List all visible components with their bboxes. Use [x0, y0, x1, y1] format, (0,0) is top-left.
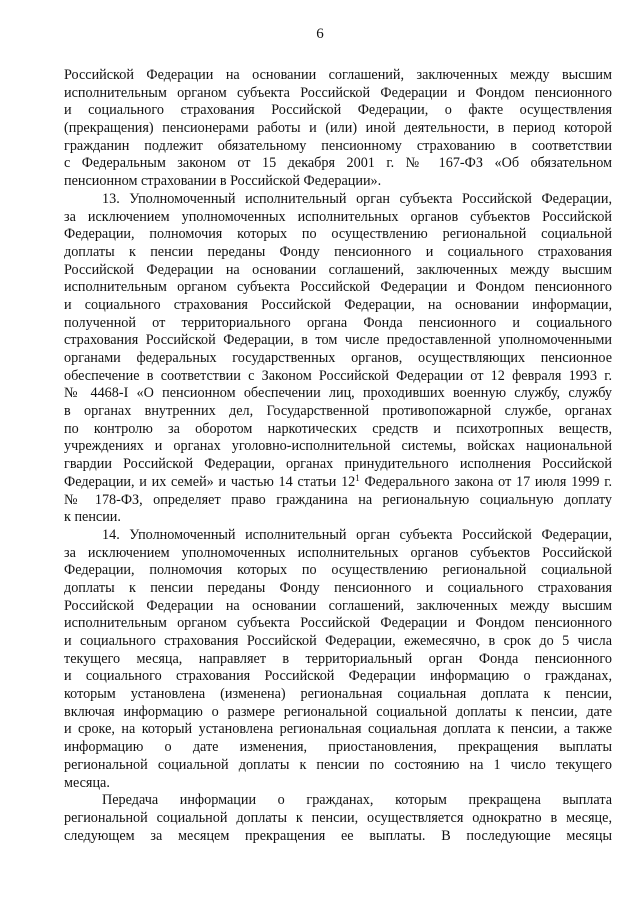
line-text: обеспечение в соответствии с Законом Российской Федерации от 12 февраля 1993 г.: [64, 367, 612, 384]
line-text: и социального страхования Российской Федерации, на основании информации,: [64, 296, 612, 313]
line-text: исполнительным органом субъекта Российской Федерации и Фондом пенсионного: [64, 84, 612, 101]
line-text: с Федеральным законом от 15 декабря 2001 г. № 167-ФЗ «Об обязательном: [64, 155, 612, 172]
text-line: [64, 492, 612, 510]
paragraph-13: [64, 191, 612, 527]
line-text: полученной от территориального органа Фонда пенсионного и социального: [64, 314, 612, 331]
line-text: пенсионном страховании в Российской Федерации».: [64, 173, 382, 190]
text-line: [64, 155, 612, 173]
text-line: [64, 704, 612, 722]
text-line: [64, 580, 612, 598]
text-line: [64, 315, 612, 333]
text-line: [64, 332, 612, 350]
text-line: [64, 757, 612, 775]
line-text: в органах внутренних дел, Государственной противопожарной службе, органах: [64, 403, 612, 420]
text-line: [64, 456, 612, 474]
text-line: [64, 438, 612, 456]
text-line: [64, 226, 612, 244]
line-text: гражданин подлежит обязательному пенсионному страхованию в соответствии: [64, 137, 612, 154]
line-text: Передача информации о гражданах, которым прекращена выплата: [102, 792, 612, 809]
line-text: Российской Федерации на основании соглашений, заключенных между высшим: [64, 261, 612, 278]
line-text: за исключением уполномоченных исполнительных органов субъектов Российской: [64, 208, 612, 225]
line-text: по контролю за оборотом наркотических средств и психотропных веществ,: [64, 420, 612, 437]
line-text: региональной социальной доплаты к пенсии, осуществляется однократно в месяце,: [64, 809, 612, 826]
line-text: региональной социальной доплаты к пенсии по состоянию на 1 число текущего: [64, 756, 612, 773]
line-text: Федерации, и их семей» и частью 14 статьи 12: [64, 473, 356, 490]
line-text: гвардии Российской Федерации, органах принудительного исполнения Российской: [64, 456, 612, 473]
text-line: [64, 651, 612, 669]
line-text: Российской Федерации на основании соглашений, заключенных между высшим: [64, 67, 612, 83]
line-text: Федерации, полномочия которых по осуществлению региональной социальной: [64, 562, 612, 579]
line-text: 13. Уполномоченный исполнительный орган субъекта Российской Федерации,: [102, 190, 612, 207]
text-line: [64, 120, 612, 138]
paragraph-14: [64, 527, 612, 792]
line-text: страхования Российской Федерации, в том числе предоставленной уполномоченными: [64, 332, 612, 349]
line-text: Федерации, полномочия которых по осуществлению региональной социальной: [64, 226, 612, 243]
line-text: доплаты к пенсии переданы Фонду пенсионного и социального страхования: [64, 243, 612, 260]
text-line: [64, 545, 612, 563]
text-line: [64, 368, 612, 386]
line-text: и социального страхования Российской Федерации информацию о гражданах,: [64, 668, 612, 685]
text-line: [64, 775, 612, 793]
text-line: [64, 474, 612, 492]
text-line: [64, 279, 612, 297]
text-line: [64, 85, 612, 103]
text-line: [64, 721, 612, 739]
line-text: (прекращения) пенсионерами работы и (или) иной деятельности, в период которой: [64, 120, 612, 137]
text-line: [64, 633, 612, 651]
text-line: [64, 686, 612, 704]
text-line: [64, 138, 612, 156]
text-line: [64, 350, 612, 368]
line-text-continued: Федерального закона от 17 июля 1999 г.: [359, 473, 612, 490]
line-text: исполнительным органом субъекта Российской Федерации и Фондом пенсионного: [64, 615, 612, 632]
text-line: [64, 403, 612, 421]
line-text: месяца.: [64, 774, 110, 791]
text-line: [64, 67, 612, 85]
document-body: [64, 67, 612, 845]
line-text: к пенсии.: [64, 509, 121, 526]
text-line: [64, 421, 612, 439]
text-line: [64, 244, 612, 262]
text-line: [64, 385, 612, 403]
line-text: доплаты к пенсии переданы Фонду пенсионного и социального страхования: [64, 579, 612, 596]
line-text: текущего месяца, направляет в территориальный орган Фонда пенсионного: [64, 650, 612, 667]
line-text: исполнительным органом субъекта Российской Федерации и Фондом пенсионного: [64, 279, 612, 296]
text-line: [64, 810, 612, 828]
text-line: [64, 562, 612, 580]
line-text: и сроке, на который установлена региональная социальная доплата к пенсии, а также: [64, 721, 612, 738]
page-number: 6: [316, 26, 324, 42]
text-line: [64, 739, 612, 757]
text-line: [64, 209, 612, 227]
line-text: 14. Уполномоченный исполнительный орган субъекта Российской Федерации,: [102, 526, 612, 543]
text-line: [64, 615, 612, 633]
line-text: и социального страхования Российской Федерации, ежемесячно, в срок до 5 числа: [64, 633, 612, 649]
text-line: [64, 102, 612, 120]
text-line: [64, 509, 612, 527]
line-text: органами федеральных государственных органов, осуществляющих пенсионное: [64, 350, 612, 366]
text-line: [64, 173, 612, 191]
text-line: [64, 668, 612, 686]
text-line: [64, 191, 612, 209]
line-text: информацию о дате изменения, приостановления, прекращения выплаты: [64, 739, 612, 756]
text-line: [64, 262, 612, 280]
text-line: [64, 527, 612, 545]
line-text: Российской Федерации на основании соглашений, заключенных между высшим: [64, 597, 612, 614]
paragraph-transfer: [64, 792, 612, 845]
text-line: [64, 792, 612, 810]
line-text: которым установлена (изменена) региональная социальная доплата к пенсии,: [64, 686, 612, 703]
line-text: № 4468-I «О пенсионном обеспечении лиц, проходивших военную службу, службу: [64, 385, 612, 402]
superscript: 1: [355, 472, 360, 483]
line-text: и социального страхования Российской Федерации, о факте осуществления: [64, 102, 612, 119]
continuation-paragraph: [64, 67, 612, 191]
text-line: [64, 828, 612, 846]
line-text: за исключением уполномоченных исполнительных органов субъектов Российской: [64, 544, 612, 561]
line-text: включая информацию о размере региональной социальной доплаты к пенсии, дате: [64, 703, 612, 720]
line-text: № 178-ФЗ, определяет право гражданина на региональную социальную доплату: [64, 491, 612, 508]
line-text: учреждениях и органах уголовно-исполнительной системы, войсках национальной: [64, 438, 612, 455]
text-line: [64, 297, 612, 315]
text-line: [64, 598, 612, 616]
line-text: следующем за месяцем прекращения ее выплаты. В последующие месяцы: [64, 827, 612, 844]
